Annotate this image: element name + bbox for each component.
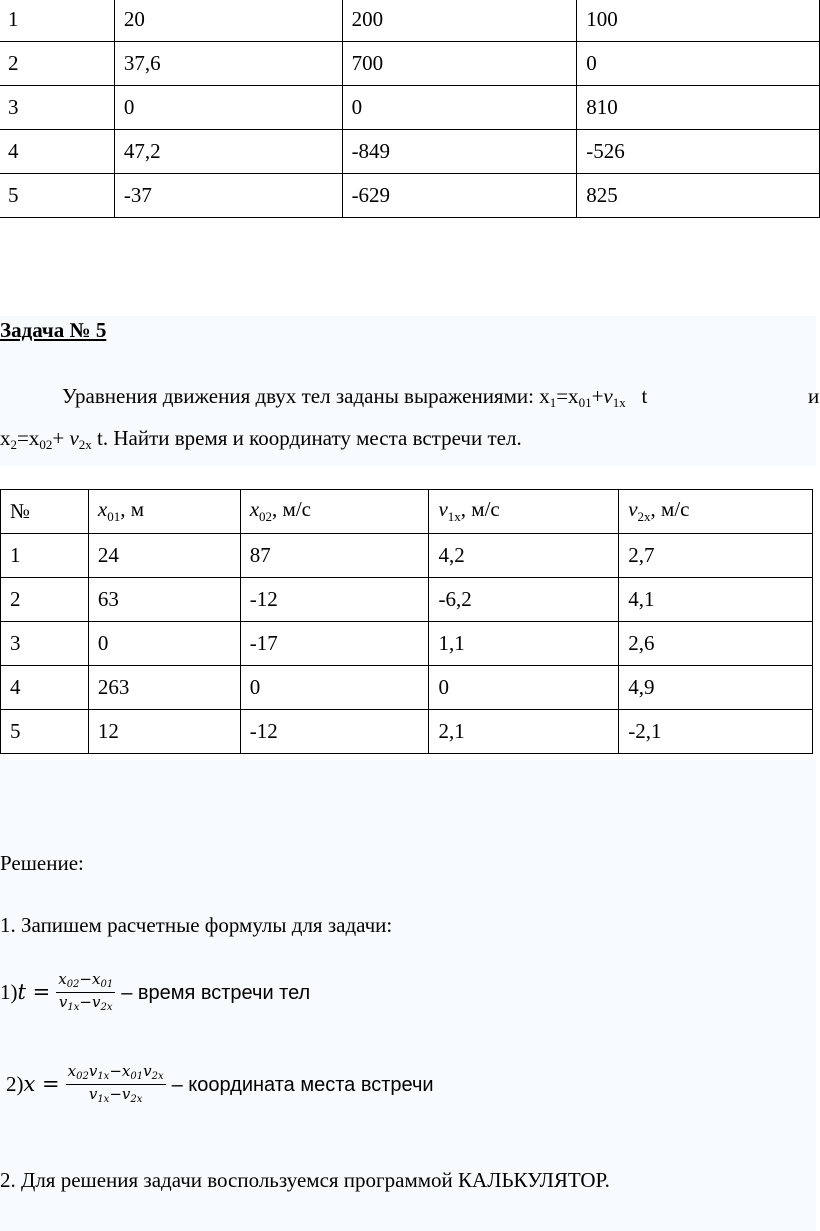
table-cell: 12 xyxy=(88,710,240,754)
table-cell: 810 xyxy=(577,86,820,130)
table-cell: -17 xyxy=(240,622,429,666)
table-cell: 1 xyxy=(1,534,89,578)
table-row xyxy=(1,622,813,666)
formula-1-description: – время встречи тел xyxy=(121,981,311,1004)
table-cell: 63 xyxy=(88,578,240,622)
table-row xyxy=(0,130,820,174)
table-cell: 1,1 xyxy=(429,622,619,666)
table-cell: -37 xyxy=(114,174,342,218)
table-cell: 1 xyxy=(0,0,114,42)
task-condition-line-1: Уравнения движения двух тел заданы выражениями: $x_1=x_{01}+v_{1x}$ t и xyxy=(62,384,820,410)
formula-1-fraction: $\frac{x_{02}-x_{01}}{v_{1x}-v_{2x}}$ xyxy=(58,970,114,1013)
table-cell: 37,6 xyxy=(114,42,342,86)
formula-2-fraction: $\frac{x_{02}v_{1x}-x_{01}v_{2x}}{v_{1x}-v_{2x}}$ xyxy=(67,1062,164,1105)
table-cell: 4,1 xyxy=(619,578,813,622)
table-cell: 4,9 xyxy=(619,666,813,710)
table-cell: -12 xyxy=(240,578,429,622)
condition-and: и xyxy=(808,384,820,408)
formula-1-lhs: t = xyxy=(17,980,51,1004)
table-row xyxy=(1,666,813,710)
table-cell: 2 xyxy=(1,578,89,622)
task-condition-line-2: $x_2=x_{02}+ v_{2x}$ t. Найти время и координату места встречи тел. xyxy=(0,426,522,452)
table-cell: 100 xyxy=(577,0,820,42)
table-cell: 2 xyxy=(0,42,114,86)
table-cell: 24 xyxy=(88,534,240,578)
table-cell: -629 xyxy=(342,174,577,218)
header-v2x: $v_{2x}$, м/с xyxy=(619,490,813,534)
table-cell: 2,6 xyxy=(619,622,813,666)
table-cell: 4,2 xyxy=(429,534,619,578)
table-header-row xyxy=(1,490,813,534)
formula-2-description: – координата места встречи xyxy=(171,1073,434,1096)
formula-1-number: 1) xyxy=(0,980,18,1004)
solution-heading: Решение: xyxy=(0,851,84,875)
table-cell: -849 xyxy=(342,130,577,174)
header-number: № xyxy=(1,490,89,534)
table-cell: 5 xyxy=(0,174,114,218)
header-v1x: $v_{1x}$, м/с xyxy=(429,490,619,534)
table-cell: 263 xyxy=(88,666,240,710)
formula-2-lhs: x = xyxy=(23,1072,60,1096)
table-cell: 2,7 xyxy=(619,534,813,578)
solution-step-1: 1. Запишем расчетные формулы для задачи: xyxy=(0,913,393,937)
table-row xyxy=(0,0,820,42)
table-row xyxy=(0,86,820,130)
table-row xyxy=(1,534,813,578)
table-row xyxy=(1,710,813,754)
table-cell: -2,1 xyxy=(619,710,813,754)
table-cell: 5 xyxy=(1,710,89,754)
solution-step-2: 2. Для решения задачи воспользуемся программой КАЛЬКУЛЯТОР. xyxy=(0,1168,610,1192)
table-cell: 3 xyxy=(1,622,89,666)
data-table-previous xyxy=(0,0,820,218)
data-table-task-5 xyxy=(0,489,813,754)
table-cell: 0 xyxy=(88,622,240,666)
table-cell: 0 xyxy=(342,86,577,130)
formula-time xyxy=(0,972,310,1013)
condition-text-2: t. Найти время и координату места встречи тел. xyxy=(91,426,522,450)
table-cell: 20 xyxy=(114,0,342,42)
table-cell: 4 xyxy=(1,666,89,710)
table-cell: 0 xyxy=(577,42,820,86)
table-cell: 0 xyxy=(240,666,429,710)
table-cell: 87 xyxy=(240,534,429,578)
table-cell: 700 xyxy=(342,42,577,86)
header-x02: $x_{02}$, м/с xyxy=(240,490,429,534)
condition-text: Уравнения движения двух тел заданы выражениями: x xyxy=(62,384,550,408)
table-cell: 0 xyxy=(114,86,342,130)
table-cell: 825 xyxy=(577,174,820,218)
table-cell: 0 xyxy=(429,666,619,710)
table-cell: 200 xyxy=(342,0,577,42)
formula-2-number: 2) xyxy=(6,1072,24,1096)
table-row xyxy=(0,42,820,86)
header-x01: $x_{01}$, м xyxy=(88,490,240,534)
formula-coordinate xyxy=(6,1064,434,1105)
table-row xyxy=(1,578,813,622)
table-cell: -6,2 xyxy=(429,578,619,622)
table-cell: 4 xyxy=(0,130,114,174)
table-cell: 3 xyxy=(0,86,114,130)
table-cell: 47,2 xyxy=(114,130,342,174)
table-cell: -12 xyxy=(240,710,429,754)
table-cell: -526 xyxy=(577,130,820,174)
task-title: Задача № 5 xyxy=(0,318,107,342)
table-row xyxy=(0,174,820,218)
table-cell: 2,1 xyxy=(429,710,619,754)
